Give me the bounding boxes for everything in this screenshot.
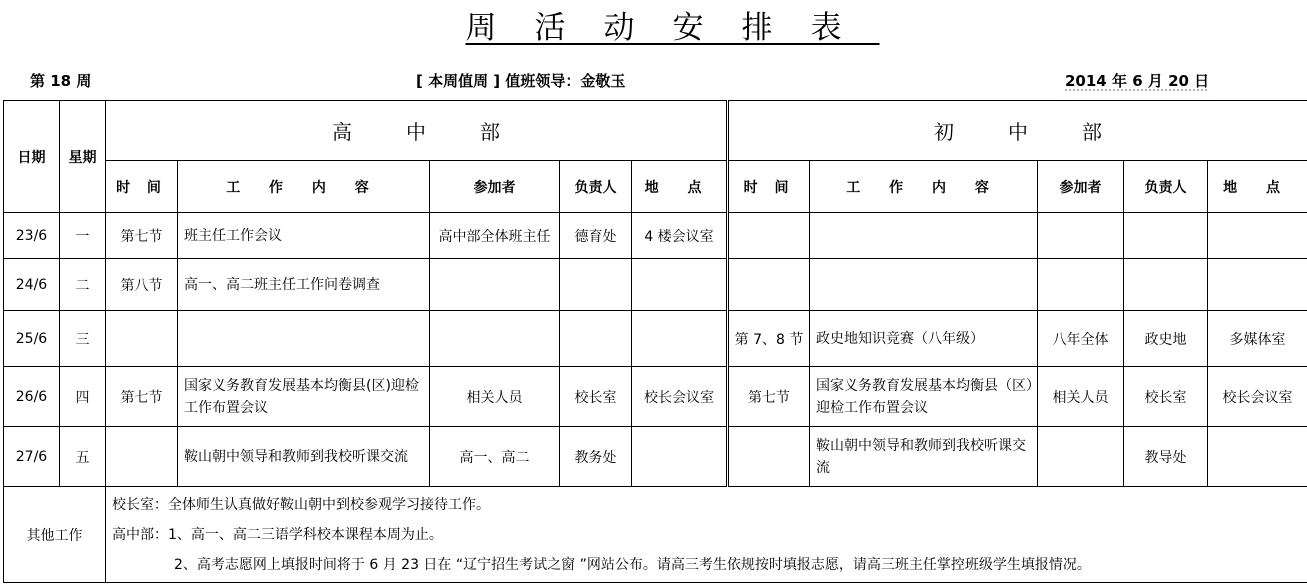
junior-time-cell: [728, 259, 810, 311]
weekday-cell: 三: [60, 311, 106, 367]
note-line: 校长室：全体师生认真做好鞍山朝中到校参观学习接待工作。: [112, 496, 490, 513]
senior-owner-cell: [560, 311, 632, 367]
senior-location-cell: 校长会议室: [632, 367, 728, 427]
weekday-header: 星期: [60, 101, 106, 213]
junior-location-cell: [1208, 427, 1307, 487]
junior-participants-cell: [1038, 427, 1124, 487]
junior-location-cell: 校长会议室: [1208, 367, 1307, 427]
senior-time-cell: 第七节: [106, 213, 178, 259]
senior-participants-cell: 高中部全体班主任: [430, 213, 560, 259]
junior-participants-cell: 相关人员: [1038, 367, 1124, 427]
table-row: [4, 427, 1307, 487]
page-title: 周活动安排表: [465, 10, 880, 46]
schedule-table: [3, 100, 1307, 583]
table-row: [4, 311, 1307, 367]
senior-location-header: 地 点: [632, 161, 728, 213]
senior-owner-header: 负责人: [560, 161, 632, 213]
junior-owner-cell: [1124, 213, 1208, 259]
date-cell: 25/6: [4, 311, 60, 367]
junior-participants-cell: 八年全体: [1038, 311, 1124, 367]
other-work-label: 其他工作: [4, 487, 106, 583]
table-row: [4, 367, 1307, 427]
weekday-cell: 四: [60, 367, 106, 427]
senior-content-cell: 高一、高二班主任工作问卷调查: [178, 259, 430, 311]
junior-location-header: 地 点: [1208, 161, 1307, 213]
junior-content-cell: 政史地知识竞赛（八年级）: [810, 311, 1038, 367]
junior-time-header: 时 间: [728, 161, 810, 213]
junior-owner-cell: 教导处: [1124, 427, 1208, 487]
date-cell: 23/6: [4, 213, 60, 259]
junior-owner-header: 负责人: [1124, 161, 1208, 213]
junior-dept-header: 初中部: [728, 101, 1307, 161]
report-date: 2014 年 6 月 20 日: [1065, 72, 1210, 90]
note-line: 高中部：1、高一、高二三语学科校本课程本周为止。: [112, 526, 443, 543]
weekday-cell: 二: [60, 259, 106, 311]
weekday-cell: 五: [60, 427, 106, 487]
date-header: 日期: [4, 101, 60, 213]
junior-time-cell: 第七节: [728, 367, 810, 427]
senior-time-header: 时 间: [106, 161, 178, 213]
senior-owner-cell: 校长室: [560, 367, 632, 427]
senior-owner-cell: [560, 259, 632, 311]
junior-time-cell: 第 7、8 节: [728, 311, 810, 367]
date-cell: 24/6: [4, 259, 60, 311]
junior-location-cell: [1208, 259, 1307, 311]
junior-participants-header: 参加者: [1038, 161, 1124, 213]
senior-content-cell: 班主任工作会议: [178, 213, 430, 259]
senior-time-cell: [106, 311, 178, 367]
date-cell: 27/6: [4, 427, 60, 487]
senior-owner-cell: 教务处: [560, 427, 632, 487]
junior-content-cell: [810, 213, 1038, 259]
senior-time-cell: 第八节: [106, 259, 178, 311]
junior-content-cell: 国家义务教育发展基本均衡县（区）迎检工作布置会议: [810, 367, 1038, 427]
junior-content-cell: 鞍山朝中领导和教师到我校听课交流: [810, 427, 1038, 487]
senior-time-cell: [106, 427, 178, 487]
senior-content-cell: [178, 311, 430, 367]
senior-participants-cell: [430, 311, 560, 367]
senior-participants-header: 参加者: [430, 161, 560, 213]
column-header-row: [4, 161, 1307, 213]
senior-content-header: 工 作 内 容: [178, 161, 430, 213]
senior-owner-cell: 德育处: [560, 213, 632, 259]
senior-participants-cell: [430, 259, 560, 311]
duty-leader: [ 本周值周 ] 值班领导：金敬玉: [416, 72, 626, 90]
junior-time-cell: [728, 213, 810, 259]
note-line: 2、高考志愿网上填报时间将于 6 月 23 日在 “辽宁招生考试之窗 ”网站公布。请高三考生依规按时填报志愿，请高三班主任掌控班级学生填报情况。: [174, 556, 1091, 573]
senior-content-cell: 鞍山朝中领导和教师到我校听课交流: [178, 427, 430, 487]
table-row: [4, 259, 1307, 311]
junior-owner-cell: 校长室: [1124, 367, 1208, 427]
senior-participants-cell: 高一、高二: [430, 427, 560, 487]
junior-location-cell: [1208, 213, 1307, 259]
senior-location-cell: [632, 311, 728, 367]
junior-location-cell: 多媒体室: [1208, 311, 1307, 367]
table-row: [4, 213, 1307, 259]
senior-dept-header: 高中部: [106, 101, 728, 161]
week-number: 第 18 周: [30, 72, 92, 90]
senior-location-cell: [632, 427, 728, 487]
senior-time-cell: 第七节: [106, 367, 178, 427]
junior-owner-cell: [1124, 259, 1208, 311]
junior-content-cell: [810, 259, 1038, 311]
other-work-row: [4, 487, 1307, 583]
dept-header-row: [4, 101, 1307, 161]
date-cell: 26/6: [4, 367, 60, 427]
senior-participants-cell: 相关人员: [430, 367, 560, 427]
other-work-notes: [106, 487, 1307, 583]
junior-participants-cell: [1038, 259, 1124, 311]
senior-location-cell: 4 楼会议室: [632, 213, 728, 259]
junior-owner-cell: 政史地: [1124, 311, 1208, 367]
junior-time-cell: [728, 427, 810, 487]
senior-content-cell: 国家义务教育发展基本均衡县(区)迎检工作布置会议: [178, 367, 430, 427]
weekday-cell: 一: [60, 213, 106, 259]
junior-participants-cell: [1038, 213, 1124, 259]
junior-content-header: 工 作 内 容: [810, 161, 1038, 213]
senior-location-cell: [632, 259, 728, 311]
